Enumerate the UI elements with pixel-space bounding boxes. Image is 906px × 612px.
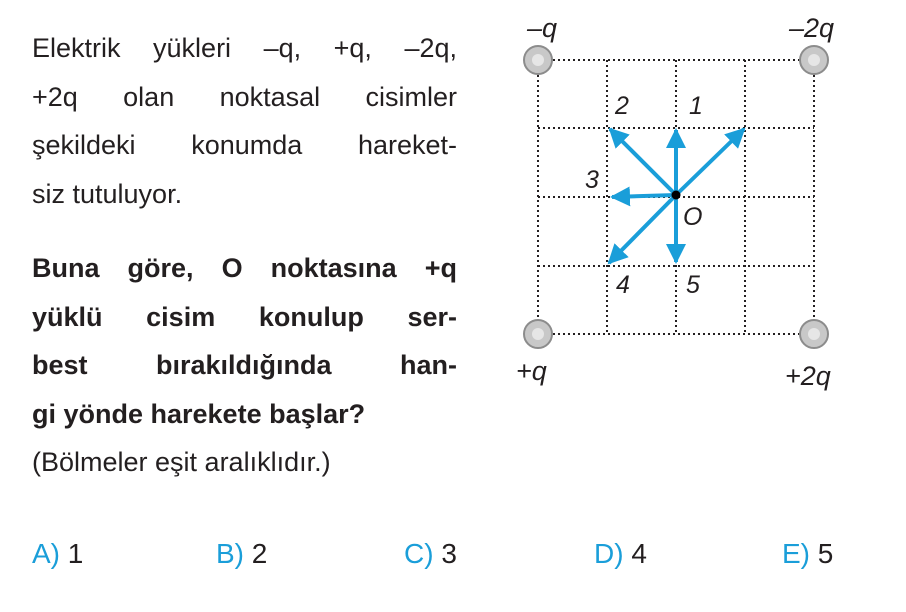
question-note: (Bölmeler eşit aralıklıdır.) [32, 447, 331, 477]
option-d-letter: D) [594, 538, 624, 569]
center-label-o: O [683, 203, 703, 231]
charge-label-top-right: –2q [789, 13, 835, 43]
option-b[interactable] [216, 538, 267, 570]
option-e-letter: E) [782, 538, 810, 569]
charge-label-bottom-right: +2q [785, 361, 831, 391]
question-intro-line-4: siz tutuluyor. [32, 178, 183, 209]
option-d[interactable] [594, 538, 647, 570]
arrow-label-2: 2 [615, 92, 629, 120]
option-c-letter: C) [404, 538, 434, 569]
option-e[interactable] [782, 538, 833, 570]
arrow-4 [609, 195, 676, 263]
arrow-label-3: 3 [585, 166, 599, 194]
arrow-3 [612, 195, 676, 197]
question-ask-line-1: Buna göre, O noktasına +q [32, 253, 457, 283]
answer-options [0, 530, 906, 580]
point-o [672, 191, 681, 200]
option-c-value: 3 [441, 538, 457, 569]
option-b-letter: B) [216, 538, 244, 569]
question-intro-line-3: şekildeki konumda hareket- [32, 130, 457, 160]
arrow-label-4: 4 [616, 271, 630, 299]
charge-grid-diagram [490, 0, 890, 400]
option-a-value: 1 [67, 538, 84, 569]
arrow-2 [610, 129, 676, 195]
question-ask-line-3: best bırakıldığında han- [32, 350, 457, 380]
option-d-value: 4 [631, 538, 647, 569]
question-ask-line-4: gi yönde harekete başlar? [32, 398, 366, 429]
arrow-label-1: 1 [689, 92, 703, 120]
charge-label-top-left: –q [527, 13, 558, 43]
arrow-diagonal-up-right [676, 129, 744, 195]
charge-label-bottom-left: +q [516, 356, 547, 386]
option-a-letter: A) [32, 538, 60, 569]
option-e-value: 5 [817, 538, 834, 569]
question-ask-line-2: yüklü cisim konulup ser- [32, 301, 457, 332]
option-c[interactable] [404, 538, 457, 570]
question-intro-line-2: +2q olan noktasal cisimler [32, 81, 457, 112]
option-b-value: 2 [251, 538, 268, 569]
question-text [32, 24, 457, 487]
option-a[interactable] [32, 538, 83, 570]
arrow-label-5: 5 [686, 271, 700, 299]
question-intro-line-1: Elektrik yükleri –q, +q, –2q, [32, 33, 457, 63]
